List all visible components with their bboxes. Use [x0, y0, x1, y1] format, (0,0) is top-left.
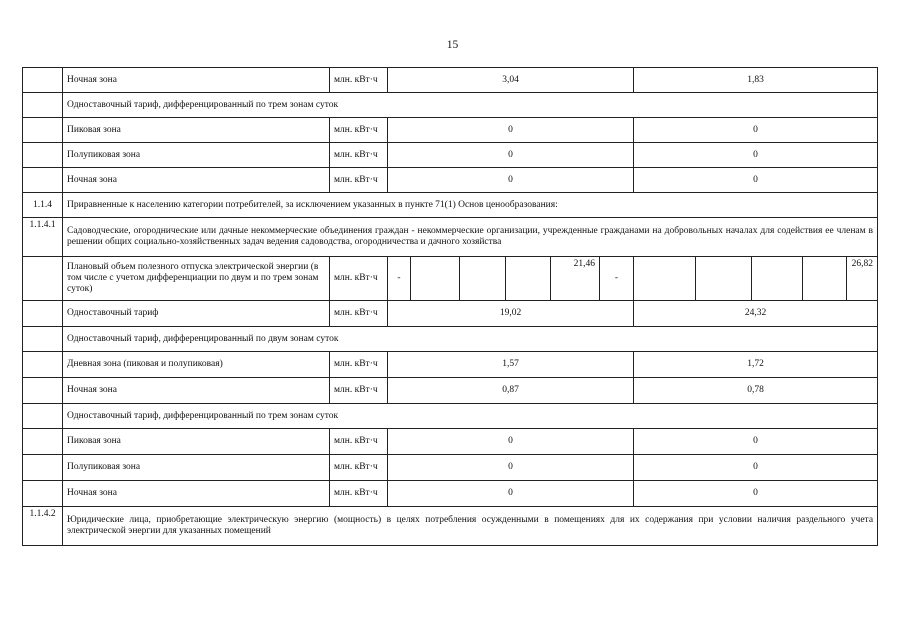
value-cell: 0 — [634, 168, 878, 193]
value-cell: 0 — [388, 481, 634, 507]
table-row — [23, 68, 878, 93]
unit-cell: млн. кВт·ч — [330, 352, 388, 378]
dash-cell: - — [388, 257, 411, 301]
table-row — [23, 404, 878, 429]
total-cell: 26,82 — [847, 257, 878, 301]
value-cell: 0 — [388, 143, 634, 168]
section-label: Приравненные к населению категории потребителей, за исключением указанных в пункте 71(1) Основ ценообразования: — [63, 193, 878, 218]
unit-cell: млн. кВт·ч — [330, 378, 388, 404]
row-label: Ночная зона — [63, 68, 330, 93]
table-row — [23, 168, 878, 193]
value-cell: 0 — [634, 455, 878, 481]
table-row — [23, 507, 878, 546]
value-cell: 0 — [388, 429, 634, 455]
item-number: 1.1.4 — [23, 193, 63, 218]
value-cell: 19,02 — [388, 301, 634, 327]
table-row — [23, 327, 878, 352]
empty-cell — [696, 257, 752, 301]
value-cell: 3,04 — [388, 68, 634, 93]
unit-cell: млн. кВт·ч — [330, 68, 388, 93]
table-row — [23, 257, 878, 301]
row-label: Плановый объем полезного отпуска электрической энергии (в том числе с учетом дифференциации по двум и по трем зонам суток) — [63, 257, 330, 301]
tariff-table — [22, 67, 878, 546]
empty-cell — [752, 257, 803, 301]
row-label: Пиковая зона — [63, 429, 330, 455]
row-label: Дневная зона (пиковая и полупиковая) — [63, 352, 330, 378]
table-row — [23, 429, 878, 455]
table-row — [23, 193, 878, 218]
table-row — [23, 118, 878, 143]
unit-cell: млн. кВт·ч — [330, 143, 388, 168]
section-label: Одноставочный тариф, дифференцированный по трем зонам суток — [63, 93, 878, 118]
row-label: Полупиковая зона — [63, 143, 330, 168]
value-cell: 0 — [388, 118, 634, 143]
value-cell: 0,87 — [388, 378, 634, 404]
table-row — [23, 93, 878, 118]
unit-cell: млн. кВт·ч — [330, 301, 388, 327]
unit-cell: млн. кВт·ч — [330, 118, 388, 143]
value-cell: 0 — [634, 481, 878, 507]
table-row — [23, 455, 878, 481]
row-label: Ночная зона — [63, 168, 330, 193]
row-label: Одноставочный тариф — [63, 301, 330, 327]
section-label: Одноставочный тариф, дифференцированный по трем зонам суток — [63, 404, 878, 429]
item-number: 1.1.4.1 — [23, 218, 63, 257]
value-cell: 0,78 — [634, 378, 878, 404]
value-cell: 24,32 — [634, 301, 878, 327]
unit-cell: млн. кВт·ч — [330, 168, 388, 193]
unit-cell: млн. кВт·ч — [330, 429, 388, 455]
value-cell: 0 — [634, 143, 878, 168]
table-row — [23, 301, 878, 327]
table-row — [23, 218, 878, 257]
table-row — [23, 378, 878, 404]
section-label: Садоводческие, огороднические или дачные некоммерческие объединения граждан - некоммерческие организации, учрежденные гражданами на добровольных началах для содействия ее членам в решении общих социально-хозяйственных задач ведения садоводства, огородничества и дачного хозяйства — [63, 218, 878, 257]
value-cell: 1,83 — [634, 68, 878, 93]
value-cell: 1,72 — [634, 352, 878, 378]
value-cell: 0 — [388, 455, 634, 481]
empty-cell — [460, 257, 506, 301]
empty-cell — [803, 257, 847, 301]
empty-cell — [634, 257, 696, 301]
row-label: Ночная зона — [63, 481, 330, 507]
section-label: Юридические лица, приобретающие электрическую энергию (мощность) в целях потребления осужденными в помещениях для их содержания при условии наличия раздельного учета электрической энергии для указанных помещений — [63, 507, 878, 546]
row-label: Ночная зона — [63, 378, 330, 404]
unit-cell: млн. кВт·ч — [330, 257, 388, 301]
item-number: 1.1.4.2 — [23, 507, 63, 546]
value-cell: 0 — [634, 429, 878, 455]
section-label: Одноставочный тариф, дифференцированный по двум зонам суток — [63, 327, 878, 352]
unit-cell: млн. кВт·ч — [330, 481, 388, 507]
row-label: Полупиковая зона — [63, 455, 330, 481]
empty-cell — [506, 257, 551, 301]
table-row — [23, 143, 878, 168]
table-row — [23, 481, 878, 507]
empty-cell — [411, 257, 460, 301]
value-cell: 0 — [388, 168, 634, 193]
row-label: Пиковая зона — [63, 118, 330, 143]
value-cell: 1,57 — [388, 352, 634, 378]
table-row — [23, 352, 878, 378]
value-cell: 0 — [634, 118, 878, 143]
unit-cell: млн. кВт·ч — [330, 455, 388, 481]
dash-cell: - — [600, 257, 634, 301]
total-cell: 21,46 — [551, 257, 600, 301]
page-number: 15 — [446, 39, 459, 51]
